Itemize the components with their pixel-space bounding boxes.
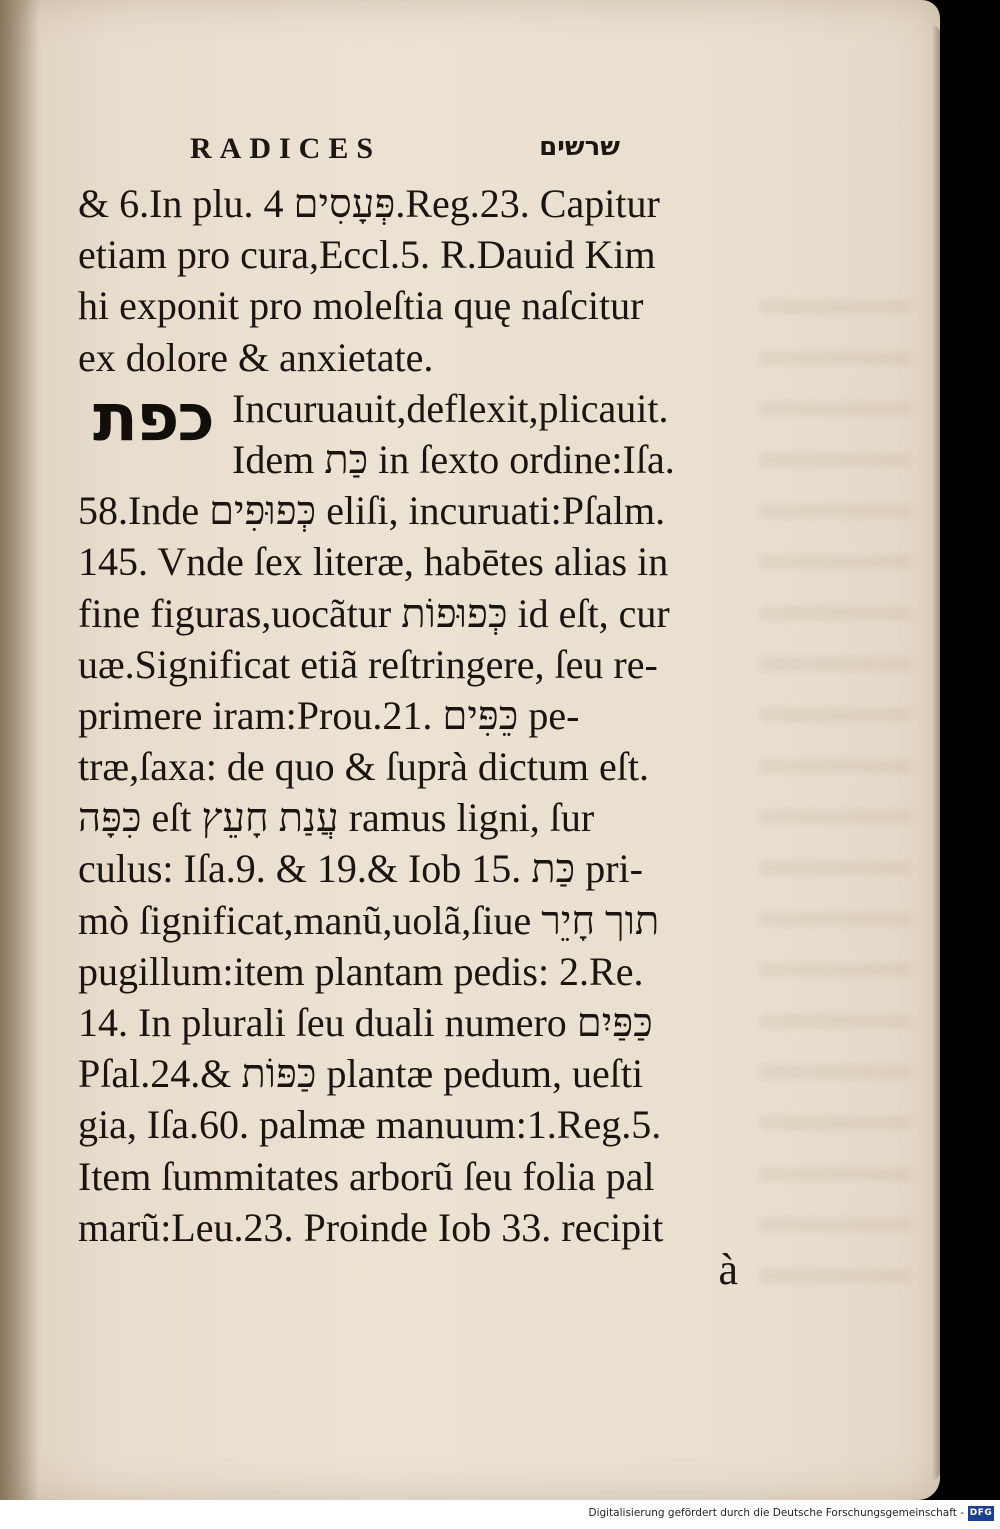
dfg-logo-icon: DFG (968, 1506, 994, 1521)
show-through-text (760, 300, 910, 1300)
text-line: culus: Iſa.9. & 19.& Iob 15. כַּת pri- (78, 846, 643, 892)
text-line: marũ:Leu.23. Proinde Iob 33. recipit (78, 1204, 664, 1250)
initial-hebrew-word: כפת (93, 379, 213, 456)
text-line: Pſal.24.& כַּפּוֹת plantæ pedum, ueſti (78, 1051, 644, 1097)
text-line: mò ſignificat,manũ,uolã,ſiue תוך חָיֵר (78, 897, 660, 943)
text-line: uæ.Significat etiã reſtringere, ſeu re- (78, 641, 658, 687)
text-line: 58.Inde כְּפוּפִים eliſi, incuruati:Pſalm. (78, 488, 666, 534)
text-line: Item ſummitates arborũ ſeu folia pal (78, 1153, 655, 1199)
page-edge (932, 25, 940, 1480)
text-line: hi exponit pro moleſtia quę naſcitur (78, 283, 644, 329)
footer-bar (0, 1500, 1000, 1529)
running-head-latin: RADICES (190, 132, 382, 165)
text-line: træ,ſaxa: de quo & ſuprà dictum eſt. (78, 744, 649, 790)
text-line: Idem כַּת in ſexto ordine:Iſa. (232, 436, 675, 482)
text-line: gia, Iſa.60. palmæ manuum:1.Reg.5. (78, 1102, 662, 1148)
text-line: pugillum:item plantam pedis: 2.Re. (78, 948, 644, 994)
text-line: & 6.In plu. פְּעָסִים 4.Reg.23. Capitur (78, 181, 660, 226)
text-block (78, 178, 738, 1294)
catchword: à (718, 1245, 738, 1294)
text-line: primere iram:Prou.21. כֵּפִּים pe- (78, 692, 580, 738)
text-line: כִּפָּה eſt עֲנַת חָעֵץ ramus ligni, ſur (78, 795, 595, 841)
running-head-hebrew: שרשים (539, 132, 620, 162)
running-head (78, 132, 738, 172)
funding-credit: Digitalisierung gefördert durch die Deutsche Forschungsgemeinschaft - (588, 1507, 964, 1519)
text-line: ex dolore & anxietate. (78, 334, 434, 380)
text-line: Incuruauit,deflexit,plicauit. (232, 385, 669, 431)
text-line: 145. Vnde ſex literæ, habētes alias in (78, 539, 669, 585)
text-line: fine figuras,uocãtur כְּפוּפוֹת id eſt, cur (78, 590, 670, 636)
text-line: 14. In plurali ſeu duali numero כַּפַּיִם (78, 1000, 653, 1045)
text-line: etiam pro cura,Eccl.5. R.Dauid Kim (78, 232, 656, 278)
